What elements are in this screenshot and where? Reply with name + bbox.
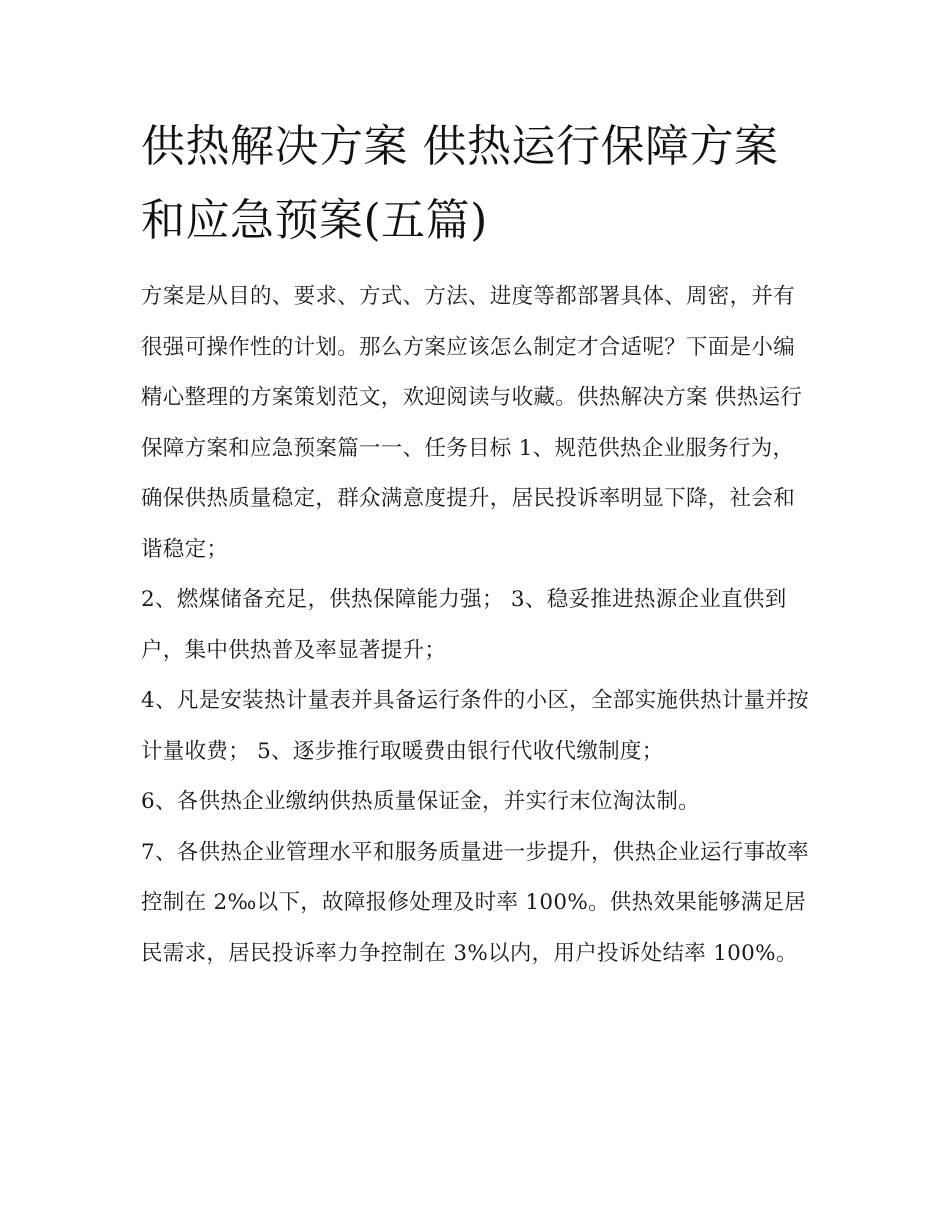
paragraph-intro: 方案是从目的、要求、方式、方法、进度等都部署具体、周密，并有很强可操作性的计划。那么方案应该怎么制定才合适呢？下面是小编精心整理的方案策划范文，欢迎阅读与收藏。供热解决方案 供热运行保障方案和应急预案篇一一、任务目标 1、规范供热企业服务行为，确保供热质量稳定，群众满意度提升，居民投诉率明显下降，社会和谐稳定； <box>141 284 803 562</box>
paragraph-item-6: 6、各供热企业缴纳供热质量保证金，并实行末位淘汰制。 <box>141 789 700 814</box>
document-body <box>141 110 816 979</box>
paragraph-item-7: 7、各供热企业管理水平和服务质量进一步提升，供热企业运行事故率控制在 2‰以下，故障报修处理及时率 100%。供热效果能够满足居民需求，居民投诉率力争控制在 3%以内，用户投诉处结率 100%。 <box>141 839 809 966</box>
paragraph-item-2-3: 2、燃煤储备充足，供热保障能力强； 3、稳妥推进热源企业直供到户，集中供热普及率显著提升； <box>141 587 787 663</box>
document-title: 供热解决方案 供热运行保障方案和应急预案(五篇) <box>141 121 779 246</box>
paragraph-item-4-5: 4、凡是安装热计量表并具备运行条件的小区，全部实施供热计量并按计量收费； 5、逐步推行取暖费由银行代收代缴制度； <box>141 688 809 764</box>
